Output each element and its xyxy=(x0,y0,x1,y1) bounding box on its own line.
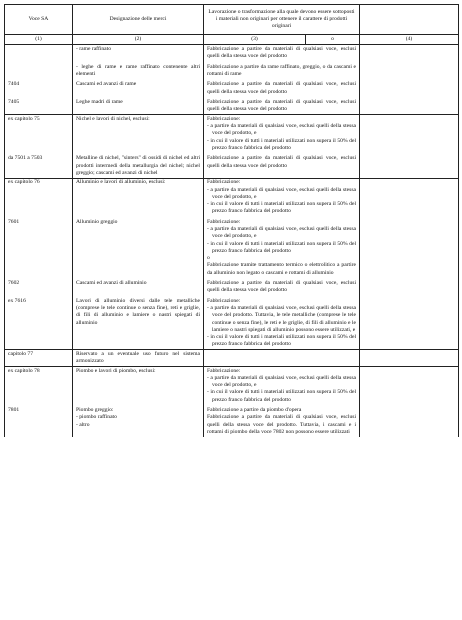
lavorazione-or: o xyxy=(207,255,210,262)
cell-voce xyxy=(5,115,73,179)
lavorazione-item: - a partire da materiali di qualsiasi voce, esclusi quelli della stessa voce del prodotto, e xyxy=(207,374,356,389)
cell-col4 xyxy=(360,115,459,179)
designazione-block xyxy=(76,81,200,96)
voce-code-block xyxy=(8,351,69,366)
designazione-block xyxy=(76,99,200,114)
lavorazione-block xyxy=(207,368,356,404)
header-designazione: Designazione delle merci xyxy=(73,5,204,35)
cell-lavorazione xyxy=(204,178,360,350)
designazione-text: Leghe madri di rame xyxy=(76,99,123,106)
header-col4 xyxy=(360,5,459,35)
voce-code-block xyxy=(8,179,69,215)
designazione-block xyxy=(76,298,200,349)
cell-designazione xyxy=(73,45,204,115)
designazione-text: Nichel e lavori di nichel, esclusi: xyxy=(76,115,150,122)
lavorazione-item: - a partire da materiali di qualsiasi voce, esclusi quelli della stessa voce del prodotto. Tuttavia, le tele metalliche (comprese le tele continue o senza fine), le reti e le griglie, di fili di alluminio e le lamiere o nastri spiegati di alluminio possono essere utilizzati, e xyxy=(207,305,356,333)
voce-code-block xyxy=(8,64,69,79)
designazione-text: Cascami ed avanzi di rame xyxy=(76,81,137,88)
lavorazione-text: Fabbricazione a partire da rame raffinato, greggio, o da cascami e rottami di rame xyxy=(207,63,356,77)
voce-code: 7801 xyxy=(8,407,20,414)
header-lavorazione: Lavorazione o trasformazione alla quale devono essere sottoposti i materiali non originari per ottenere il carattere di prodotti originari xyxy=(204,5,360,35)
designazione-block xyxy=(76,46,200,61)
designazione-text: Riservato a un eventuale uso futuro nel sistema armonizzato xyxy=(76,350,200,365)
column-number-row xyxy=(5,35,459,45)
voce-code-block xyxy=(8,280,69,295)
lavorazione-block xyxy=(207,64,356,79)
voce-code-block xyxy=(8,116,69,152)
table-row xyxy=(5,178,459,350)
voce-code: ex 7616 xyxy=(8,297,26,304)
designazione-text: Alluminio greggio xyxy=(76,218,118,225)
voce-code: 7602 xyxy=(8,280,20,287)
lavorazione-block xyxy=(207,219,356,277)
header-row xyxy=(5,5,459,35)
voce-code: da 7501 a 7503 xyxy=(8,155,43,162)
table-row xyxy=(5,45,459,115)
column-number-1: (1) xyxy=(5,35,73,45)
header-voce-sa: Voce SA xyxy=(5,5,73,35)
voce-code-block xyxy=(8,155,69,177)
lavorazione-intro: Fabbricazione: xyxy=(207,179,241,186)
voce-code-block xyxy=(8,368,69,404)
lavorazione-item: - a partire da materiali di qualsiasi voce, esclusi quelli della stessa voce del prodotto, e xyxy=(207,226,356,240)
cell-lavorazione xyxy=(204,350,360,367)
cell-col4 xyxy=(360,367,459,437)
column-number-4: (4) xyxy=(360,35,459,45)
table-row xyxy=(5,115,459,179)
lavorazione-item: - a partire da materiali di qualsiasi voce, esclusi quelli della stessa voce del prodotto, e xyxy=(207,123,356,137)
designazione-block xyxy=(76,219,200,277)
designazione-text: - rame raffinato xyxy=(76,45,111,52)
cell-designazione xyxy=(73,367,204,437)
lavorazione-block xyxy=(207,407,356,436)
designazione-text: Cascami ed avanzi di alluminio xyxy=(76,280,147,287)
cell-col4 xyxy=(360,350,459,367)
cell-designazione xyxy=(73,350,204,367)
lavorazione-text: Fabbricazione a partire da materiali di qualsiasi voce, esclusi quelli della stessa voce del prodotto xyxy=(207,280,356,294)
lavorazione-intro: Fabbricazione: xyxy=(207,115,241,122)
column-number-3: (3) xyxy=(204,35,306,45)
cell-designazione xyxy=(73,178,204,350)
lavorazione-block xyxy=(207,99,356,114)
lavorazione-block xyxy=(207,81,356,96)
designazione-block xyxy=(76,179,200,215)
lavorazione-item: - in cui il valore di tutti i materiali utilizzati non supera il 50% del prezzo franco fabbrica del prodotto xyxy=(207,334,356,348)
voce-code: 7601 xyxy=(8,218,20,225)
lavorazione-block xyxy=(207,116,356,152)
column-number-2: (2) xyxy=(73,35,204,45)
designazione-text: - leghe di rame e rame raffinato contenente altri elementi xyxy=(76,63,200,77)
lavorazione-text: Fabbricazione a partire da materiali di qualsiasi voce, esclusi quelli della stessa voce del prodotto xyxy=(207,45,356,60)
lavorazione-block xyxy=(207,155,356,177)
lavorazione-item: - in cui il valore di tutti i materiali utilizzati non supera il 50% del prezzo franco fabbrica del prodotto xyxy=(207,201,356,215)
lavorazione-text: Fabbricazione a partire da materiali di qualsiasi voce, esclusi quelli della stessa voce del prodotto xyxy=(207,155,356,169)
voce-code: capitolo 77 xyxy=(8,350,34,357)
cell-voce xyxy=(5,178,73,350)
designazione-block xyxy=(76,116,200,152)
lavorazione-text: Fabbricazione a partire da materiali di qualsiasi voce, esclusi quelli della stessa voce del prodotto xyxy=(207,99,356,113)
designazione-block xyxy=(76,280,200,295)
designazione-block xyxy=(76,155,200,177)
voce-code-block xyxy=(8,81,69,96)
column-number-or: o xyxy=(306,35,360,45)
table-body xyxy=(5,35,459,437)
designazione-text: Piombo e lavori di piombo, esclusi: xyxy=(76,367,156,374)
cell-voce xyxy=(5,45,73,115)
lavorazione-intro: Fabbricazione: xyxy=(207,297,241,304)
cell-lavorazione xyxy=(204,115,360,179)
voce-code: ex capitolo 75 xyxy=(8,115,40,122)
lavorazione-item: - in cui il valore di tutti i materiali utilizzati non supera il 50% del prezzo franco fabbrica del prodotto xyxy=(207,240,356,254)
lavorazione-item: - in cui il valore di tutti i materiali utilizzati non supera il 50% del prezzo franco fabbrica del prodotto xyxy=(207,389,356,403)
table-row xyxy=(5,350,459,367)
designazione-block xyxy=(76,368,200,404)
cell-col4 xyxy=(360,45,459,115)
designazione-block xyxy=(76,407,200,436)
voce-code: ex capitolo 76 xyxy=(8,179,40,186)
cell-designazione xyxy=(73,115,204,179)
cell-lavorazione xyxy=(204,45,360,115)
lavorazione-block xyxy=(207,46,356,61)
lavorazione-line: Fabbricazione a partire da piombo d'opera xyxy=(207,407,302,414)
lavorazione-alternative: Fabbricazione tramite trattamento termico o elettrolitico a partire da alluminio non legato o cascami e rottami di alluminio xyxy=(207,262,356,276)
voce-code-block xyxy=(8,298,69,349)
cell-voce xyxy=(5,350,73,367)
lavorazione-block xyxy=(207,280,356,295)
lavorazione-block xyxy=(207,298,356,349)
voce-code-block xyxy=(8,219,69,277)
lavorazione-item: - a partire da materiali di qualsiasi voce, esclusi quelli della stessa voce del prodotto, e xyxy=(207,186,356,200)
lavorazione-intro: Fabbricazione: xyxy=(207,367,241,374)
designazione-text: Alluminio e lavori di alluminio, esclusi: xyxy=(76,179,166,186)
lavorazione-text: Fabbricazione a partire da materiali di qualsiasi voce, esclusi quelli della stessa voce del prodotto xyxy=(207,81,356,95)
designazione-block xyxy=(76,351,200,366)
designazione-text: Metalline di nichel, "sinters" di ossidi di nichel ed altri prodotti intermedi della metallurgia del nichel; nichel greggio; cascami ed avanzi di nichel xyxy=(76,155,200,176)
lavorazione-block xyxy=(207,179,356,215)
designazione-block xyxy=(76,64,200,79)
origin-rules-table xyxy=(4,4,459,437)
lavorazione-item: - in cui il valore di tutti i materiali utilizzati non supera il 50% del prezzo franco fabbrica del prodotto xyxy=(207,137,356,151)
designazione-text: Piombo greggio: xyxy=(76,407,114,414)
designazione-text: Lavori di alluminio diversi dalle tele metalliche (comprese le tele continue o senza fine), reti e griglie, di fili di alluminio e lamiere o nastri spiegati di alluminio xyxy=(76,297,200,326)
voce-code-block xyxy=(8,407,69,436)
designazione-subitem: - altro xyxy=(76,421,90,428)
table-row xyxy=(5,367,459,437)
designazione-subitem: - piombo raffinato xyxy=(76,414,117,421)
cell-lavorazione xyxy=(204,367,360,437)
lavorazione-intro: Fabbricazione: xyxy=(207,218,241,225)
voce-code-block xyxy=(8,99,69,114)
lavorazione-line: Fabbricazione a partire da materiali di qualsiasi voce, esclusi quelli della stessa voce del prodotto. Tuttavia, i cascami e i rottami di piombo della voce 7802 non possono essere utilizzati xyxy=(207,414,356,435)
voce-code: ex capitolo 78 xyxy=(8,367,40,374)
cell-col4 xyxy=(360,178,459,350)
voce-code-block xyxy=(8,46,69,61)
lavorazione-block xyxy=(207,351,356,366)
cell-voce xyxy=(5,367,73,437)
voce-code: 7405 xyxy=(8,99,20,106)
voce-code: 7404 xyxy=(8,81,20,88)
